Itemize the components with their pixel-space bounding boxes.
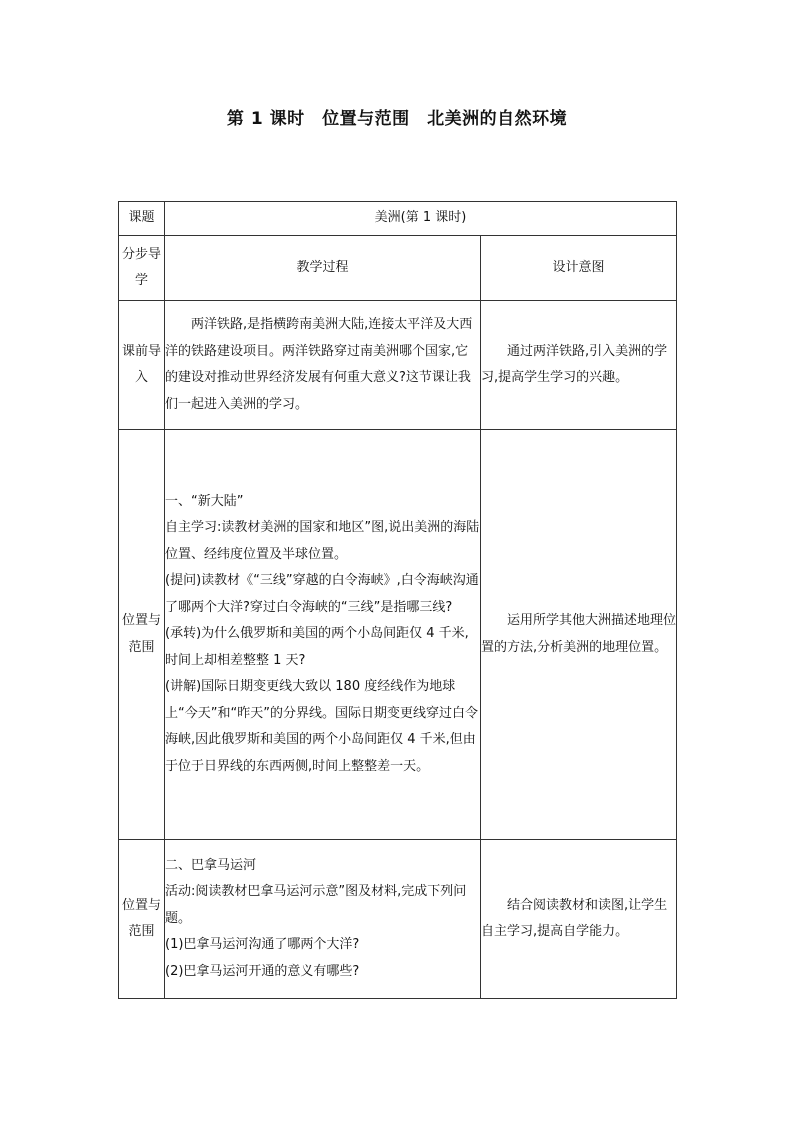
topic-row <box>119 202 677 236</box>
design-cell <box>481 430 677 840</box>
process-paragraph: 一、“新大陆” <box>165 493 244 509</box>
process-cell <box>165 301 481 430</box>
table-row <box>119 840 677 999</box>
topic-value: 美洲(第 1 课时) <box>165 202 677 236</box>
process-cell <box>165 430 481 840</box>
design-paragraph: 运用所学其他大洲描述地理位置的方法,分析美洲的地理位置。 <box>481 613 677 655</box>
design-paragraph: 通过两洋铁路,引入美洲的学习,提高学生学习的兴趣。 <box>481 343 668 385</box>
step-cell: 课前导入 <box>119 301 165 430</box>
design-cell <box>481 840 677 999</box>
table-row <box>119 430 677 840</box>
process-paragraph: 自主学习:读教材美洲的国家和地区”图,说出美洲的海陆位置、经纬度位置及半球位置。 <box>165 520 480 562</box>
process-paragraph: 二、巴拿马运河 <box>165 857 257 873</box>
process-paragraph: (提问)读教材《“三线”穿越的白令海峡》,白令海峡沟通了哪两个大洋?穿过白令海峡的“三线”是指哪三线? <box>165 573 479 615</box>
topic-label: 课题 <box>119 202 165 236</box>
process-paragraph: 两洋铁路,是指横跨南美洲大陆,连接太平洋及大西洋的铁路建设项目。两洋铁路穿过南美洲哪个国家,它的建设对推动世界经济发展有何重大意义?这节课让我们一起进入美洲的学习。 <box>165 317 473 412</box>
design-cell <box>481 301 677 430</box>
page-title: 第 1 课时 位置与范围 北美洲的自然环境 <box>226 109 568 129</box>
step-cell: 位置与范围 <box>119 840 165 999</box>
process-header: 教学过程 <box>165 236 481 301</box>
process-paragraph: (1)巴拿马运河沟通了哪两个大洋? <box>165 937 360 953</box>
process-paragraph: (承转)为什么俄罗斯和美国的两个小岛间距仅 4 千米,时间上却相差整整 1 天? <box>165 626 469 668</box>
lesson-plan-table <box>118 201 677 999</box>
process-paragraph: 活动:阅读教材巴拿马运河示意”图及材料,完成下列问题。 <box>165 884 467 926</box>
table-row <box>119 301 677 430</box>
process-cell <box>165 840 481 999</box>
header-row <box>119 236 677 301</box>
step-header: 分步导学 <box>119 236 165 301</box>
process-paragraph: (讲解)国际日期变更线大致以 180 度经线作为地球上“今天”和“昨天”的分界线。国际日期变更线穿过白令海峡,因此俄罗斯和美国的两个小岛间距仅 4 千米,但由于位于日界线的东西两侧,时间上整整差一天。 <box>165 679 478 774</box>
step-cell: 位置与范围 <box>119 430 165 840</box>
process-paragraph: (2)巴拿马运河开通的意义有哪些? <box>165 963 360 979</box>
design-header: 设计意图 <box>481 236 677 301</box>
design-paragraph: 结合阅读教材和读图,让学生自主学习,提高自学能力。 <box>481 897 668 939</box>
